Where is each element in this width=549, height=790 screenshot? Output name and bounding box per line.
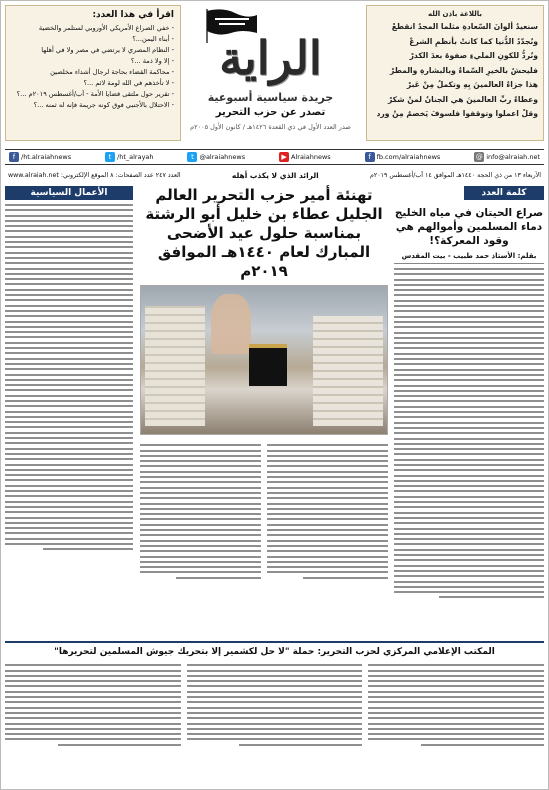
facebook-icon: f (365, 152, 375, 162)
issue-meta: العدد ٢٤٧ عدد الصفحات: ٨ الموقع الإلكتروني: www.alraiah.net (8, 171, 181, 179)
logo-text: الراية (219, 31, 322, 85)
social-link[interactable]: f /ht.alraiahnews (9, 152, 71, 162)
body-text (5, 204, 133, 550)
social-link[interactable]: @ info@alraiah.net (475, 153, 540, 161)
contents-item[interactable]: - النظام المصري لا يرتضي في مصر ولا في أهلها (12, 45, 174, 56)
contents-item[interactable]: - خفي الصراع الأمريكي الأوروبي لستلمر والخضية (12, 23, 174, 34)
section-tag: الأعمال السياسية (5, 186, 133, 200)
greeting: باللاغة باذن الله (427, 10, 483, 18)
main-headline[interactable]: تهنئة أمير حزب التحرير العالم الجليل عطاء بن خليل أبو الرشتة بمناسبة حلول عيد الأضحى المبارك لعام ١٤٤٠هـ الموافق ٢٠١٩م (145, 186, 383, 280)
bottom-body (5, 661, 544, 749)
contents-box (5, 5, 181, 141)
political-column (5, 186, 133, 638)
social-link[interactable]: t /ht_alrayah (105, 152, 154, 162)
contents-title: اقرأ في هذا العدد: (92, 10, 174, 20)
social-link[interactable]: f fb.com/alraiahnews (365, 152, 441, 162)
author-line: بقلم: الأستاذ حمد طبيب - بيت المقدس (394, 252, 544, 264)
social-link[interactable]: ▶ Alraiahnews (279, 152, 331, 162)
poem: سنعيدُ ألوانَ السّعادةِ مثلما المجدُ انقطعْ ونُجدّدُ الدُّنيا كما كانتْ بأنظمِ الشرعْ ونُردُّ للكونِ المليءِ صفوهُ بعدَ الكدرْ فليحشُ بالخيرِ السّماءُ وبالبشارةِ والمطرْ هذا جزاءُ العالمينَ بِهِ وتكملُ مِنْ عَبرْ وعطاءُ ربِّ العالمينَ هي الجنانُ لمنْ شكرْ وقلْ اعملوا وتوقفوا فلسوفَ يَخصمُ مِنْ ورد (376, 22, 538, 118)
social-link[interactable]: t @alraiahnews (187, 152, 245, 162)
contents-item[interactable]: - إلا ولا ذمة ...؟ (12, 56, 174, 67)
publisher: تصدر عن حزب التحرير (215, 107, 326, 118)
logo-area (183, 5, 358, 141)
contents-item[interactable]: - الاحتلال بالأجنبي فوق كونه جريمة فإنه له ثمنه ...؟ (12, 100, 174, 111)
editorial-headline[interactable]: صراع الحيتان في مياه الخليج دماء المسلمين وأموالهم هي وقود المعركة؟! (394, 207, 544, 247)
social-bar (5, 149, 544, 165)
info-bar (5, 168, 544, 182)
contents-list (12, 23, 174, 111)
email-icon: @ (475, 153, 483, 161)
main-article (140, 186, 388, 638)
section-tag: كلمة العدد (464, 186, 544, 200)
youtube-icon: ▶ (279, 152, 289, 162)
kaaba-photo (140, 285, 388, 435)
bottom-article (5, 641, 544, 787)
article-body (140, 441, 388, 582)
contents-item[interactable]: - محاكمة القضاء بحاجة لرجال أشداء مخلصين (12, 67, 174, 78)
contents-item[interactable]: - أبناء اليمن...؟ (12, 34, 174, 45)
body-text (394, 268, 544, 598)
contents-item[interactable]: - لا تأخذهم في الله لومة لائم ...؟ (12, 78, 174, 89)
editorial-column (394, 186, 544, 638)
twitter-icon: t (187, 152, 197, 162)
facebook-icon: f (9, 152, 19, 162)
motto: الرائد الذي لا يكذب أهله (231, 170, 319, 180)
masthead (5, 5, 544, 145)
bottom-headline[interactable]: المكتب الإعلامي المركزي لحزب التحرير: حملة "لا حل لكشمير إلا بتحريك جيوش المسلمين لتحريرها" (54, 647, 495, 657)
poem-box (366, 5, 544, 141)
subtitle: جريدة سياسية أسبوعية (207, 91, 334, 104)
contents-item[interactable]: - تقرير حول ملتقى قضايا الأمة - آب/أغسطس ٢٠١٩م ...؟ (12, 89, 174, 100)
first-issue: صدر العدد الأول في ذي القعدة ١٤٢٦هـ / كانون الأول ٢٠٠٥م (190, 123, 351, 131)
twitter-icon: t (105, 152, 115, 162)
issue-date: الأربعاء ١٣ من ذي الحجة ١٤٤٠هـ الموافق ١٤ آب/أغسطس ٢٠١٩م (369, 171, 541, 179)
